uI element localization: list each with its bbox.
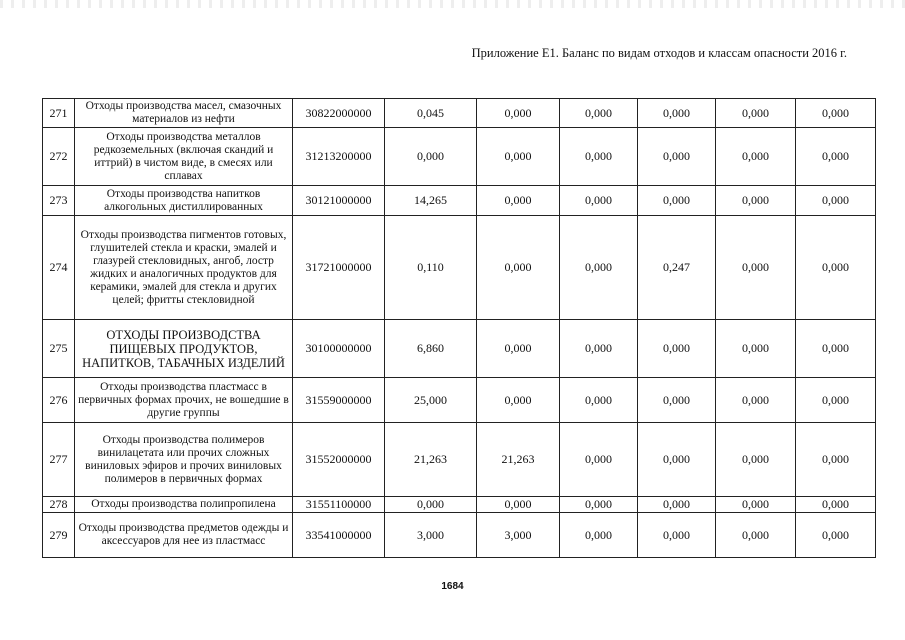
waste-name: Отходы производства полимеров винилацетата или прочих сложных виниловых эфиров и прочих виниловых полимеров в первичных формах <box>75 423 293 497</box>
value-cell: 0,000 <box>477 378 560 423</box>
table-row <box>43 423 876 497</box>
row-number: 277 <box>43 423 75 497</box>
row-number: 273 <box>43 186 75 216</box>
waste-name: Отходы производства напитков алкогольных дистиллированных <box>75 186 293 216</box>
waste-code: 33541000000 <box>293 513 385 558</box>
value-cell: 6,860 <box>385 320 477 378</box>
waste-code: 31559000000 <box>293 378 385 423</box>
value-cell: 0,000 <box>560 216 638 320</box>
value-cell: 25,000 <box>385 378 477 423</box>
value-cell: 3,000 <box>385 513 477 558</box>
waste-code: 31213200000 <box>293 128 385 186</box>
row-number: 272 <box>43 128 75 186</box>
value-cell: 0,000 <box>796 216 876 320</box>
value-cell: 0,000 <box>477 99 560 128</box>
value-cell: 0,000 <box>560 423 638 497</box>
row-number: 271 <box>43 99 75 128</box>
value-cell: 0,000 <box>796 423 876 497</box>
document-caption: Приложение Е1. Баланс по видам отходов и классам опасности 2016 г. <box>471 46 847 60</box>
waste-code: 31721000000 <box>293 216 385 320</box>
value-cell: 0,000 <box>796 99 876 128</box>
waste-balance-table <box>42 98 876 558</box>
row-number: 278 <box>43 497 75 513</box>
value-cell: 0,000 <box>716 513 796 558</box>
value-cell: 0,000 <box>638 378 716 423</box>
value-cell: 0,045 <box>385 99 477 128</box>
value-cell: 0,000 <box>560 513 638 558</box>
value-cell: 0,110 <box>385 216 477 320</box>
value-cell: 0,000 <box>638 423 716 497</box>
waste-code: 30100000000 <box>293 320 385 378</box>
waste-code: 31551100000 <box>293 497 385 513</box>
value-cell: 0,000 <box>638 128 716 186</box>
waste-name: Отходы производства масел, смазочных материалов из нефти <box>75 99 293 128</box>
value-cell: 14,265 <box>385 186 477 216</box>
value-cell: 0,000 <box>716 320 796 378</box>
value-cell: 0,000 <box>638 513 716 558</box>
value-cell: 0,000 <box>477 128 560 186</box>
value-cell: 0,000 <box>477 186 560 216</box>
table-row <box>43 378 876 423</box>
value-cell: 0,000 <box>477 320 560 378</box>
value-cell: 0,000 <box>560 186 638 216</box>
waste-code: 30822000000 <box>293 99 385 128</box>
value-cell: 0,000 <box>716 99 796 128</box>
value-cell: 0,000 <box>560 99 638 128</box>
value-cell: 0,000 <box>477 216 560 320</box>
waste-code: 31552000000 <box>293 423 385 497</box>
scan-artifact <box>0 0 905 8</box>
value-cell: 21,263 <box>477 423 560 497</box>
value-cell: 0,000 <box>716 497 796 513</box>
table-row <box>43 128 876 186</box>
value-cell: 0,000 <box>716 423 796 497</box>
waste-code: 30121000000 <box>293 186 385 216</box>
value-cell: 0,000 <box>560 320 638 378</box>
value-cell: 0,000 <box>716 216 796 320</box>
table-row <box>43 513 876 558</box>
row-number: 279 <box>43 513 75 558</box>
value-cell: 0,000 <box>716 128 796 186</box>
value-cell: 3,000 <box>477 513 560 558</box>
value-cell: 0,000 <box>638 320 716 378</box>
table-row <box>43 99 876 128</box>
row-number: 275 <box>43 320 75 378</box>
table-row <box>43 320 876 378</box>
value-cell: 0,000 <box>796 186 876 216</box>
value-cell: 21,263 <box>385 423 477 497</box>
value-cell: 0,000 <box>385 497 477 513</box>
waste-name: Отходы производства пластмасс в первичных формах прочих, не вошедшие в другие группы <box>75 378 293 423</box>
value-cell: 0,000 <box>796 320 876 378</box>
table-row <box>43 216 876 320</box>
value-cell: 0,000 <box>796 128 876 186</box>
value-cell: 0,000 <box>716 186 796 216</box>
value-cell: 0,000 <box>560 128 638 186</box>
value-cell: 0,000 <box>638 186 716 216</box>
value-cell: 0,000 <box>638 497 716 513</box>
value-cell: 0,000 <box>560 497 638 513</box>
row-number: 276 <box>43 378 75 423</box>
page-number: 1684 <box>441 581 464 592</box>
value-cell: 0,000 <box>385 128 477 186</box>
waste-name: Отходы производства пигментов готовых, глушителей стекла и краски, эмалей и глазурей стекловидных, ангоб, лостр жидких и аналогичных продуктов для керамики, эмалей для стекла и других целей; фритты стекловидной <box>75 216 293 320</box>
value-cell: 0,000 <box>560 378 638 423</box>
value-cell: 0,000 <box>638 99 716 128</box>
value-cell: 0,000 <box>716 378 796 423</box>
value-cell: 0,000 <box>796 497 876 513</box>
value-cell: 0,247 <box>638 216 716 320</box>
waste-name: ОТХОДЫ ПРОИЗВОДСТВА ПИЩЕВЫХ ПРОДУКТОВ, НАПИТКОВ, ТАБАЧНЫХ ИЗДЕЛИЙ <box>75 320 293 378</box>
table-row <box>43 186 876 216</box>
waste-name: Отходы производства полипропилена <box>75 497 293 513</box>
value-cell: 0,000 <box>477 497 560 513</box>
waste-name: Отходы производства металлов редкоземельных (включая скандий и иттрий) в чистом виде, в смесях или сплавах <box>75 128 293 186</box>
value-cell: 0,000 <box>796 513 876 558</box>
value-cell: 0,000 <box>796 378 876 423</box>
row-number: 274 <box>43 216 75 320</box>
waste-name: Отходы производства предметов одежды и аксессуаров для нее из пластмасс <box>75 513 293 558</box>
table-row <box>43 497 876 513</box>
